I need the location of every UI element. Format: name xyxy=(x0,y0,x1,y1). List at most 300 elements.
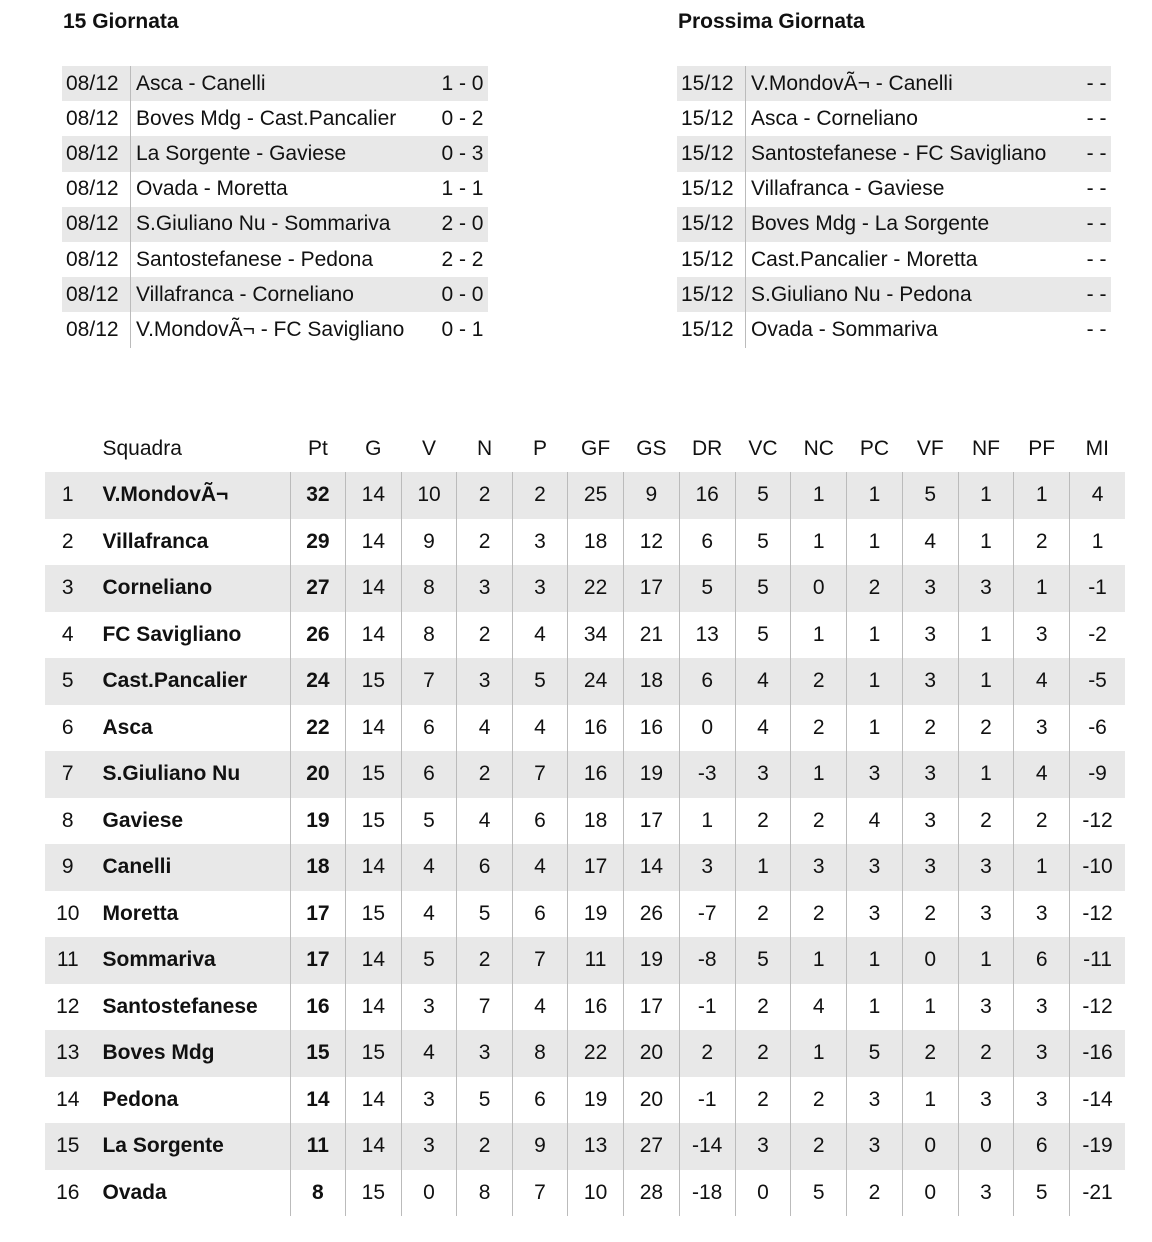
cell-vc: 2 xyxy=(735,798,791,845)
fixture-teams: Asca - Canelli xyxy=(131,66,432,101)
cell-mi: -11 xyxy=(1070,937,1125,984)
table-row xyxy=(45,472,1125,519)
next-round-title: Prossima Giornata xyxy=(678,10,865,33)
cell-pc: 2 xyxy=(847,1170,903,1217)
cell-pf: 5 xyxy=(1014,1170,1070,1217)
fixture-row xyxy=(62,207,488,242)
cell-p: 4 xyxy=(512,612,567,659)
cell-team: Corneliano xyxy=(90,565,290,612)
fixture-teams: Santostefanese - FC Savigliano xyxy=(746,136,1067,171)
standings-table xyxy=(45,426,1125,1216)
cell-n: 2 xyxy=(457,519,512,566)
cell-mi: 4 xyxy=(1070,472,1125,519)
cell-nf: 1 xyxy=(958,472,1014,519)
table-row xyxy=(45,984,1125,1031)
cell-pt: 16 xyxy=(290,984,345,1031)
table-row xyxy=(45,937,1125,984)
cell-g: 15 xyxy=(346,751,402,798)
cell-pos: 4 xyxy=(61,622,74,646)
table-row xyxy=(45,798,1125,845)
cell-nc: 1 xyxy=(791,472,847,519)
cell-pos: 1 xyxy=(45,472,90,519)
cell-gs: 17 xyxy=(623,798,679,845)
fixture-row xyxy=(62,242,488,277)
cell-nf: 1 xyxy=(958,612,1014,659)
cell-mi: -12 xyxy=(1070,798,1125,845)
cell-v: 5 xyxy=(401,798,457,845)
cell-pf: 3 xyxy=(1014,612,1070,659)
cell-nf: 3 xyxy=(958,891,1014,938)
cell-vf: 2 xyxy=(902,1030,958,1077)
table-row xyxy=(45,891,1125,938)
cell-vc: 3 xyxy=(735,1123,791,1170)
cell-pt: 17 xyxy=(290,937,345,984)
fixture-date: 08/12 xyxy=(62,172,131,207)
cell-mi: -21 xyxy=(1070,1170,1125,1217)
cell-gs: 26 xyxy=(623,891,679,938)
cell-g: 14 xyxy=(346,937,402,984)
cell-gs: 14 xyxy=(623,844,679,891)
cell-nc: 1 xyxy=(791,612,847,659)
cell-pc: 3 xyxy=(847,751,903,798)
cell-team: Sommariva xyxy=(90,937,290,984)
cell-v: 8 xyxy=(401,565,457,612)
cell-pf: 2 xyxy=(1014,519,1070,566)
cell-vf: 0 xyxy=(902,937,958,984)
fixture-score: - - xyxy=(1067,136,1111,171)
fixture-score: 2 - 0 xyxy=(432,207,488,242)
cell-nf: 3 xyxy=(958,1077,1014,1124)
cell-n: 3 xyxy=(457,658,512,705)
cell-team: La Sorgente xyxy=(90,1123,290,1170)
fixture-teams: Ovada - Sommariva xyxy=(751,317,938,341)
cell-dr: 0 xyxy=(679,705,735,752)
cell-vf: 3 xyxy=(902,565,958,612)
cell-pt: 14 xyxy=(290,1077,345,1124)
cell-g: 15 xyxy=(346,1170,402,1217)
cell-pf: 3 xyxy=(1014,984,1070,1031)
cell-nf: 3 xyxy=(958,844,1014,891)
cell-pos: 12 xyxy=(56,994,80,1018)
table-row xyxy=(45,612,1125,659)
cell-nc: 5 xyxy=(791,1170,847,1217)
fixture-teams: S.Giuliano Nu - Pedona xyxy=(746,277,1067,312)
table-row xyxy=(45,519,1125,566)
cell-gs: 16 xyxy=(623,705,679,752)
cell-gs: 21 xyxy=(623,612,679,659)
cell-vc: 3 xyxy=(735,751,791,798)
cell-n: 2 xyxy=(457,472,512,519)
fixture-teams: Villafranca - Corneliano xyxy=(131,277,432,312)
cell-pt: 26 xyxy=(290,612,345,659)
fixture-date: 15/12 xyxy=(677,207,746,242)
fixture-teams: La Sorgente - Gaviese xyxy=(131,136,432,171)
cell-vc: 4 xyxy=(735,658,791,705)
cell-vf: 0 xyxy=(902,1123,958,1170)
cell-gs: 12 xyxy=(623,519,679,566)
cell-vc: 2 xyxy=(735,984,791,1031)
cell-p: 7 xyxy=(512,751,567,798)
cell-g: 14 xyxy=(346,1077,402,1124)
cell-gf: 34 xyxy=(568,612,624,659)
table-row xyxy=(45,844,1125,891)
header-gf: GF xyxy=(581,437,611,460)
cell-pc: 1 xyxy=(847,519,903,566)
cell-nf: 1 xyxy=(958,519,1014,566)
cell-gf: 24 xyxy=(568,658,624,705)
current-round-title: 15 Giornata xyxy=(63,10,179,33)
cell-vf: 3 xyxy=(902,658,958,705)
cell-gf: 17 xyxy=(568,844,624,891)
cell-n: 3 xyxy=(457,1030,512,1077)
cell-g: 14 xyxy=(346,612,402,659)
cell-gf: 11 xyxy=(568,937,624,984)
cell-n: 2 xyxy=(457,751,512,798)
cell-p: 4 xyxy=(512,705,567,752)
cell-nc: 2 xyxy=(791,1077,847,1124)
fixture-teams: Boves Mdg - La Sorgente xyxy=(746,207,1067,242)
cell-team: Canelli xyxy=(90,844,290,891)
cell-team: V.MondovÃ¬ xyxy=(90,472,290,519)
cell-nf: 2 xyxy=(958,705,1014,752)
cell-pc: 3 xyxy=(847,844,903,891)
cell-pos: 3 xyxy=(45,565,90,612)
cell-gs: 20 xyxy=(623,1030,679,1077)
header-nc: NC xyxy=(803,437,834,460)
cell-dr: 1 xyxy=(679,798,735,845)
table-row xyxy=(45,1123,1125,1170)
cell-mi: -19 xyxy=(1070,1123,1125,1170)
cell-v: 4 xyxy=(401,844,457,891)
cell-nf: 3 xyxy=(958,565,1014,612)
cell-pt: 22 xyxy=(290,705,345,752)
fixture-score: - - xyxy=(1067,66,1111,101)
cell-gs: 9 xyxy=(623,472,679,519)
cell-n: 4 xyxy=(457,798,512,845)
fixture-row xyxy=(677,101,1111,136)
cell-team: FC Savigliano xyxy=(102,622,242,646)
cell-gs: 17 xyxy=(623,984,679,1031)
cell-vf: 3 xyxy=(902,612,958,659)
cell-pf: 3 xyxy=(1014,705,1070,752)
cell-vc: 2 xyxy=(735,891,791,938)
cell-mi: -14 xyxy=(1070,1077,1125,1124)
table-row xyxy=(45,1077,1125,1124)
fixture-score: - - xyxy=(1067,207,1111,242)
current-round-fixtures xyxy=(62,66,488,348)
cell-mi: -16 xyxy=(1070,1030,1125,1077)
cell-vf: 4 xyxy=(902,519,958,566)
cell-vc: 5 xyxy=(735,565,791,612)
cell-dr: -18 xyxy=(679,1170,735,1217)
cell-g: 14 xyxy=(346,565,402,612)
cell-v: 9 xyxy=(401,519,457,566)
fixture-row xyxy=(677,277,1111,312)
cell-n: 8 xyxy=(457,1170,512,1217)
header-mi: MI xyxy=(1085,437,1109,460)
header-pos xyxy=(45,426,90,472)
cell-nc: 2 xyxy=(791,798,847,845)
fixture-teams: Boves Mdg - Cast.Pancalier xyxy=(136,106,397,130)
cell-nf: 1 xyxy=(958,937,1014,984)
cell-pc: 1 xyxy=(847,612,903,659)
fixture-row xyxy=(62,172,488,207)
fixture-date: 15/12 xyxy=(677,312,746,347)
cell-pos: 7 xyxy=(45,751,90,798)
cell-vc: 0 xyxy=(735,1170,791,1217)
cell-p: 6 xyxy=(512,798,567,845)
fixture-score: 1 - 0 xyxy=(432,66,488,101)
cell-g: 14 xyxy=(346,519,402,566)
cell-pf: 4 xyxy=(1014,751,1070,798)
table-row xyxy=(45,658,1125,705)
cell-vc: 1 xyxy=(735,844,791,891)
cell-gs: 20 xyxy=(623,1077,679,1124)
cell-mi: -9 xyxy=(1070,751,1125,798)
cell-v: 4 xyxy=(401,1030,457,1077)
header-g: G xyxy=(365,437,382,460)
cell-gf: 19 xyxy=(568,891,624,938)
cell-vf: 3 xyxy=(902,844,958,891)
cell-vc: 5 xyxy=(735,612,791,659)
cell-gs: 18 xyxy=(623,658,679,705)
fixture-score: 0 - 3 xyxy=(432,136,488,171)
cell-pc: 2 xyxy=(847,565,903,612)
cell-team: Pedona xyxy=(102,1087,179,1111)
cell-p: 5 xyxy=(512,658,567,705)
fixture-date: 08/12 xyxy=(62,242,131,277)
cell-pf: 4 xyxy=(1014,658,1070,705)
cell-mi: -12 xyxy=(1070,891,1125,938)
cell-nc: 3 xyxy=(791,844,847,891)
cell-p: 7 xyxy=(512,937,567,984)
cell-pc: 3 xyxy=(847,891,903,938)
cell-dr: 3 xyxy=(679,844,735,891)
cell-v: 4 xyxy=(401,891,457,938)
cell-vc: 4 xyxy=(735,705,791,752)
cell-gs: 17 xyxy=(623,565,679,612)
cell-v: 7 xyxy=(401,658,457,705)
cell-v: 3 xyxy=(401,1077,457,1124)
cell-nc: 2 xyxy=(791,658,847,705)
cell-n: 6 xyxy=(457,844,512,891)
fixture-score: - - xyxy=(1086,177,1107,201)
cell-gf: 13 xyxy=(568,1123,624,1170)
cell-team: Ovada xyxy=(102,1180,167,1204)
header-v: V xyxy=(421,437,436,460)
cell-pt: 20 xyxy=(290,751,345,798)
cell-team: Cast.Pancalier xyxy=(90,658,290,705)
fixture-row xyxy=(62,136,488,171)
fixture-score: - - xyxy=(1086,106,1107,130)
cell-pt: 11 xyxy=(290,1123,345,1170)
cell-v: 5 xyxy=(401,937,457,984)
fixture-row xyxy=(677,312,1111,347)
cell-p: 3 xyxy=(512,565,567,612)
cell-pc: 1 xyxy=(847,658,903,705)
cell-p: 2 xyxy=(512,472,567,519)
cell-dr: -7 xyxy=(679,891,735,938)
fixture-row xyxy=(677,172,1111,207)
fixture-date: 08/12 xyxy=(62,66,131,101)
cell-mi: 1 xyxy=(1070,519,1125,566)
cell-v: 6 xyxy=(401,705,457,752)
cell-pf: 3 xyxy=(1014,1030,1070,1077)
cell-p: 7 xyxy=(512,1170,567,1217)
cell-pt: 19 xyxy=(290,798,345,845)
fixture-date: 15/12 xyxy=(677,101,746,136)
cell-vc: 2 xyxy=(735,1030,791,1077)
fixture-score: - - xyxy=(1086,247,1107,271)
cell-pt: 32 xyxy=(290,472,345,519)
cell-vf: 2 xyxy=(902,705,958,752)
header-p: P xyxy=(532,437,547,460)
cell-pt: 24 xyxy=(290,658,345,705)
cell-pos: 9 xyxy=(45,844,90,891)
cell-pf: 1 xyxy=(1014,844,1070,891)
cell-pt: 8 xyxy=(290,1170,345,1217)
cell-vf: 1 xyxy=(902,1077,958,1124)
cell-vc: 2 xyxy=(735,1077,791,1124)
cell-g: 14 xyxy=(346,844,402,891)
cell-p: 6 xyxy=(512,1077,567,1124)
cell-vf: 5 xyxy=(902,472,958,519)
cell-nc: 2 xyxy=(791,1123,847,1170)
cell-vf: 1 xyxy=(902,984,958,1031)
cell-p: 8 xyxy=(512,1030,567,1077)
cell-dr: -1 xyxy=(679,984,735,1031)
cell-p: 4 xyxy=(512,844,567,891)
cell-nc: 1 xyxy=(791,937,847,984)
cell-pos: 15 xyxy=(45,1123,90,1170)
table-row xyxy=(45,705,1125,752)
cell-nc: 1 xyxy=(791,519,847,566)
cell-team: Moretta xyxy=(102,901,179,925)
cell-team: S.Giuliano Nu xyxy=(90,751,290,798)
cell-pos: 13 xyxy=(45,1030,90,1077)
cell-gf: 16 xyxy=(568,984,624,1031)
header-pt: Pt xyxy=(307,437,328,460)
cell-pt: 27 xyxy=(290,565,345,612)
cell-dr: -14 xyxy=(679,1123,735,1170)
cell-pt: 17 xyxy=(290,891,345,938)
standings-header-row xyxy=(45,426,1125,472)
cell-n: 7 xyxy=(457,984,512,1031)
cell-pc: 1 xyxy=(847,705,903,752)
cell-pf: 6 xyxy=(1014,1123,1070,1170)
cell-mi: -5 xyxy=(1070,658,1125,705)
cell-nc: 2 xyxy=(791,705,847,752)
cell-nf: 0 xyxy=(958,1123,1014,1170)
fixture-row xyxy=(677,66,1111,101)
fixture-teams: S.Giuliano Nu - Sommariva xyxy=(131,207,432,242)
header-pf: PF xyxy=(1028,437,1056,460)
cell-v: 0 xyxy=(401,1170,457,1217)
cell-g: 15 xyxy=(346,891,402,938)
header-pc: PC xyxy=(859,437,890,460)
fixture-score: 2 - 2 xyxy=(441,247,484,271)
fixture-date: 08/12 xyxy=(62,277,131,312)
cell-gs: 19 xyxy=(623,937,679,984)
cell-pf: 3 xyxy=(1014,891,1070,938)
fixture-date: 08/12 xyxy=(62,136,131,171)
cell-v: 10 xyxy=(401,472,457,519)
fixture-teams: V.MondovÃ¬ - Canelli xyxy=(746,66,1067,101)
fixture-teams: Asca - Corneliano xyxy=(751,106,918,130)
fixture-row xyxy=(62,66,488,101)
cell-pc: 1 xyxy=(847,472,903,519)
next-round-fixtures xyxy=(677,66,1111,348)
fixture-date: 15/12 xyxy=(677,172,746,207)
cell-pf: 1 xyxy=(1014,565,1070,612)
cell-pf: 1 xyxy=(1014,472,1070,519)
cell-gf: 18 xyxy=(568,798,624,845)
cell-gs: 28 xyxy=(623,1170,679,1217)
cell-v: 3 xyxy=(401,1123,457,1170)
fixture-teams: Santostefanese - Pedona xyxy=(136,247,374,271)
header-vf: VF xyxy=(916,437,944,460)
cell-p: 9 xyxy=(512,1123,567,1170)
cell-nc: 1 xyxy=(791,751,847,798)
cell-mi: -12 xyxy=(1070,984,1125,1031)
cell-nf: 2 xyxy=(958,1030,1014,1077)
cell-pc: 5 xyxy=(847,1030,903,1077)
cell-pt: 18 xyxy=(290,844,345,891)
fixture-date: 08/12 xyxy=(62,312,131,347)
cell-n: 2 xyxy=(457,1123,512,1170)
cell-p: 4 xyxy=(512,984,567,1031)
cell-team: Boves Mdg xyxy=(90,1030,290,1077)
cell-g: 14 xyxy=(346,984,402,1031)
cell-vc: 5 xyxy=(735,519,791,566)
fixture-row xyxy=(677,136,1111,171)
cell-pos: 14 xyxy=(56,1087,80,1111)
cell-mi: -10 xyxy=(1070,844,1125,891)
header-vc: VC xyxy=(748,437,778,460)
cell-n: 3 xyxy=(457,565,512,612)
cell-team: Villafranca xyxy=(102,529,209,553)
cell-dr: 13 xyxy=(679,612,735,659)
cell-gs: 27 xyxy=(623,1123,679,1170)
cell-p: 6 xyxy=(512,891,567,938)
cell-pf: 6 xyxy=(1014,937,1070,984)
cell-pf: 3 xyxy=(1014,1077,1070,1124)
cell-dr: 2 xyxy=(679,1030,735,1077)
cell-gf: 16 xyxy=(568,705,624,752)
cell-dr: 6 xyxy=(679,519,735,566)
cell-v: 8 xyxy=(401,612,457,659)
cell-vf: 3 xyxy=(902,798,958,845)
table-row xyxy=(45,1170,1125,1217)
cell-gs: 19 xyxy=(623,751,679,798)
header-n: N xyxy=(476,437,493,460)
cell-pos: 5 xyxy=(45,658,90,705)
cell-pos: 6 xyxy=(61,715,74,739)
cell-g: 15 xyxy=(346,1030,402,1077)
cell-v: 3 xyxy=(401,984,457,1031)
cell-gf: 22 xyxy=(568,565,624,612)
fixture-score: 0 - 1 xyxy=(441,317,484,341)
cell-dr: -8 xyxy=(679,937,735,984)
cell-team: Gaviese xyxy=(102,808,184,832)
cell-nc: 2 xyxy=(791,891,847,938)
cell-mi: -1 xyxy=(1070,565,1125,612)
cell-g: 14 xyxy=(346,1123,402,1170)
fixture-row xyxy=(677,242,1111,277)
cell-gf: 16 xyxy=(568,751,624,798)
fixture-date: 08/12 xyxy=(62,101,131,136)
cell-nf: 1 xyxy=(958,751,1014,798)
